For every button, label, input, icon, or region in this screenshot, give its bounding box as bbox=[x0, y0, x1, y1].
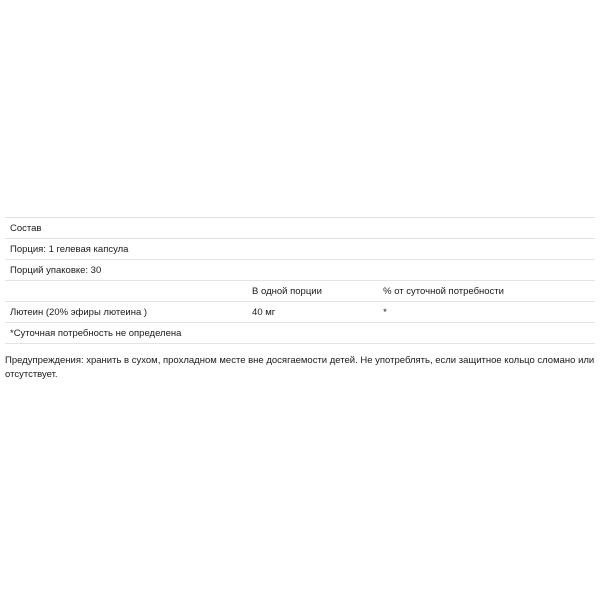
ingredient-daily-value: * bbox=[378, 302, 595, 323]
servings-per-pack: Порций упаковке: 30 bbox=[5, 260, 595, 281]
serving-size: Порция: 1 гелевая капсула bbox=[5, 239, 595, 260]
table-header-row bbox=[5, 281, 595, 302]
warning-text: Предупреждения: хранить в сухом, прохладном месте вне досягаемости детей. Не употреблять, если защитное кольцо сломано или отсутствует. bbox=[5, 355, 595, 380]
footnote: *Суточная потребность не определена bbox=[5, 323, 595, 344]
header-empty-cell bbox=[5, 281, 247, 302]
serving-row bbox=[5, 239, 595, 260]
composition-table bbox=[5, 217, 595, 344]
table-row bbox=[5, 302, 595, 323]
composition-title-row bbox=[5, 218, 595, 239]
servings-per-pack-row bbox=[5, 260, 595, 281]
ingredient-name: Лютеин (20% эфиры лютеина ) bbox=[5, 302, 247, 323]
composition-title: Состав bbox=[5, 218, 595, 239]
ingredient-amount: 40 мг bbox=[247, 302, 378, 323]
header-daily-value: % от суточной потребности bbox=[378, 281, 595, 302]
header-per-serving: В одной порции bbox=[247, 281, 378, 302]
footnote-row bbox=[5, 323, 595, 344]
